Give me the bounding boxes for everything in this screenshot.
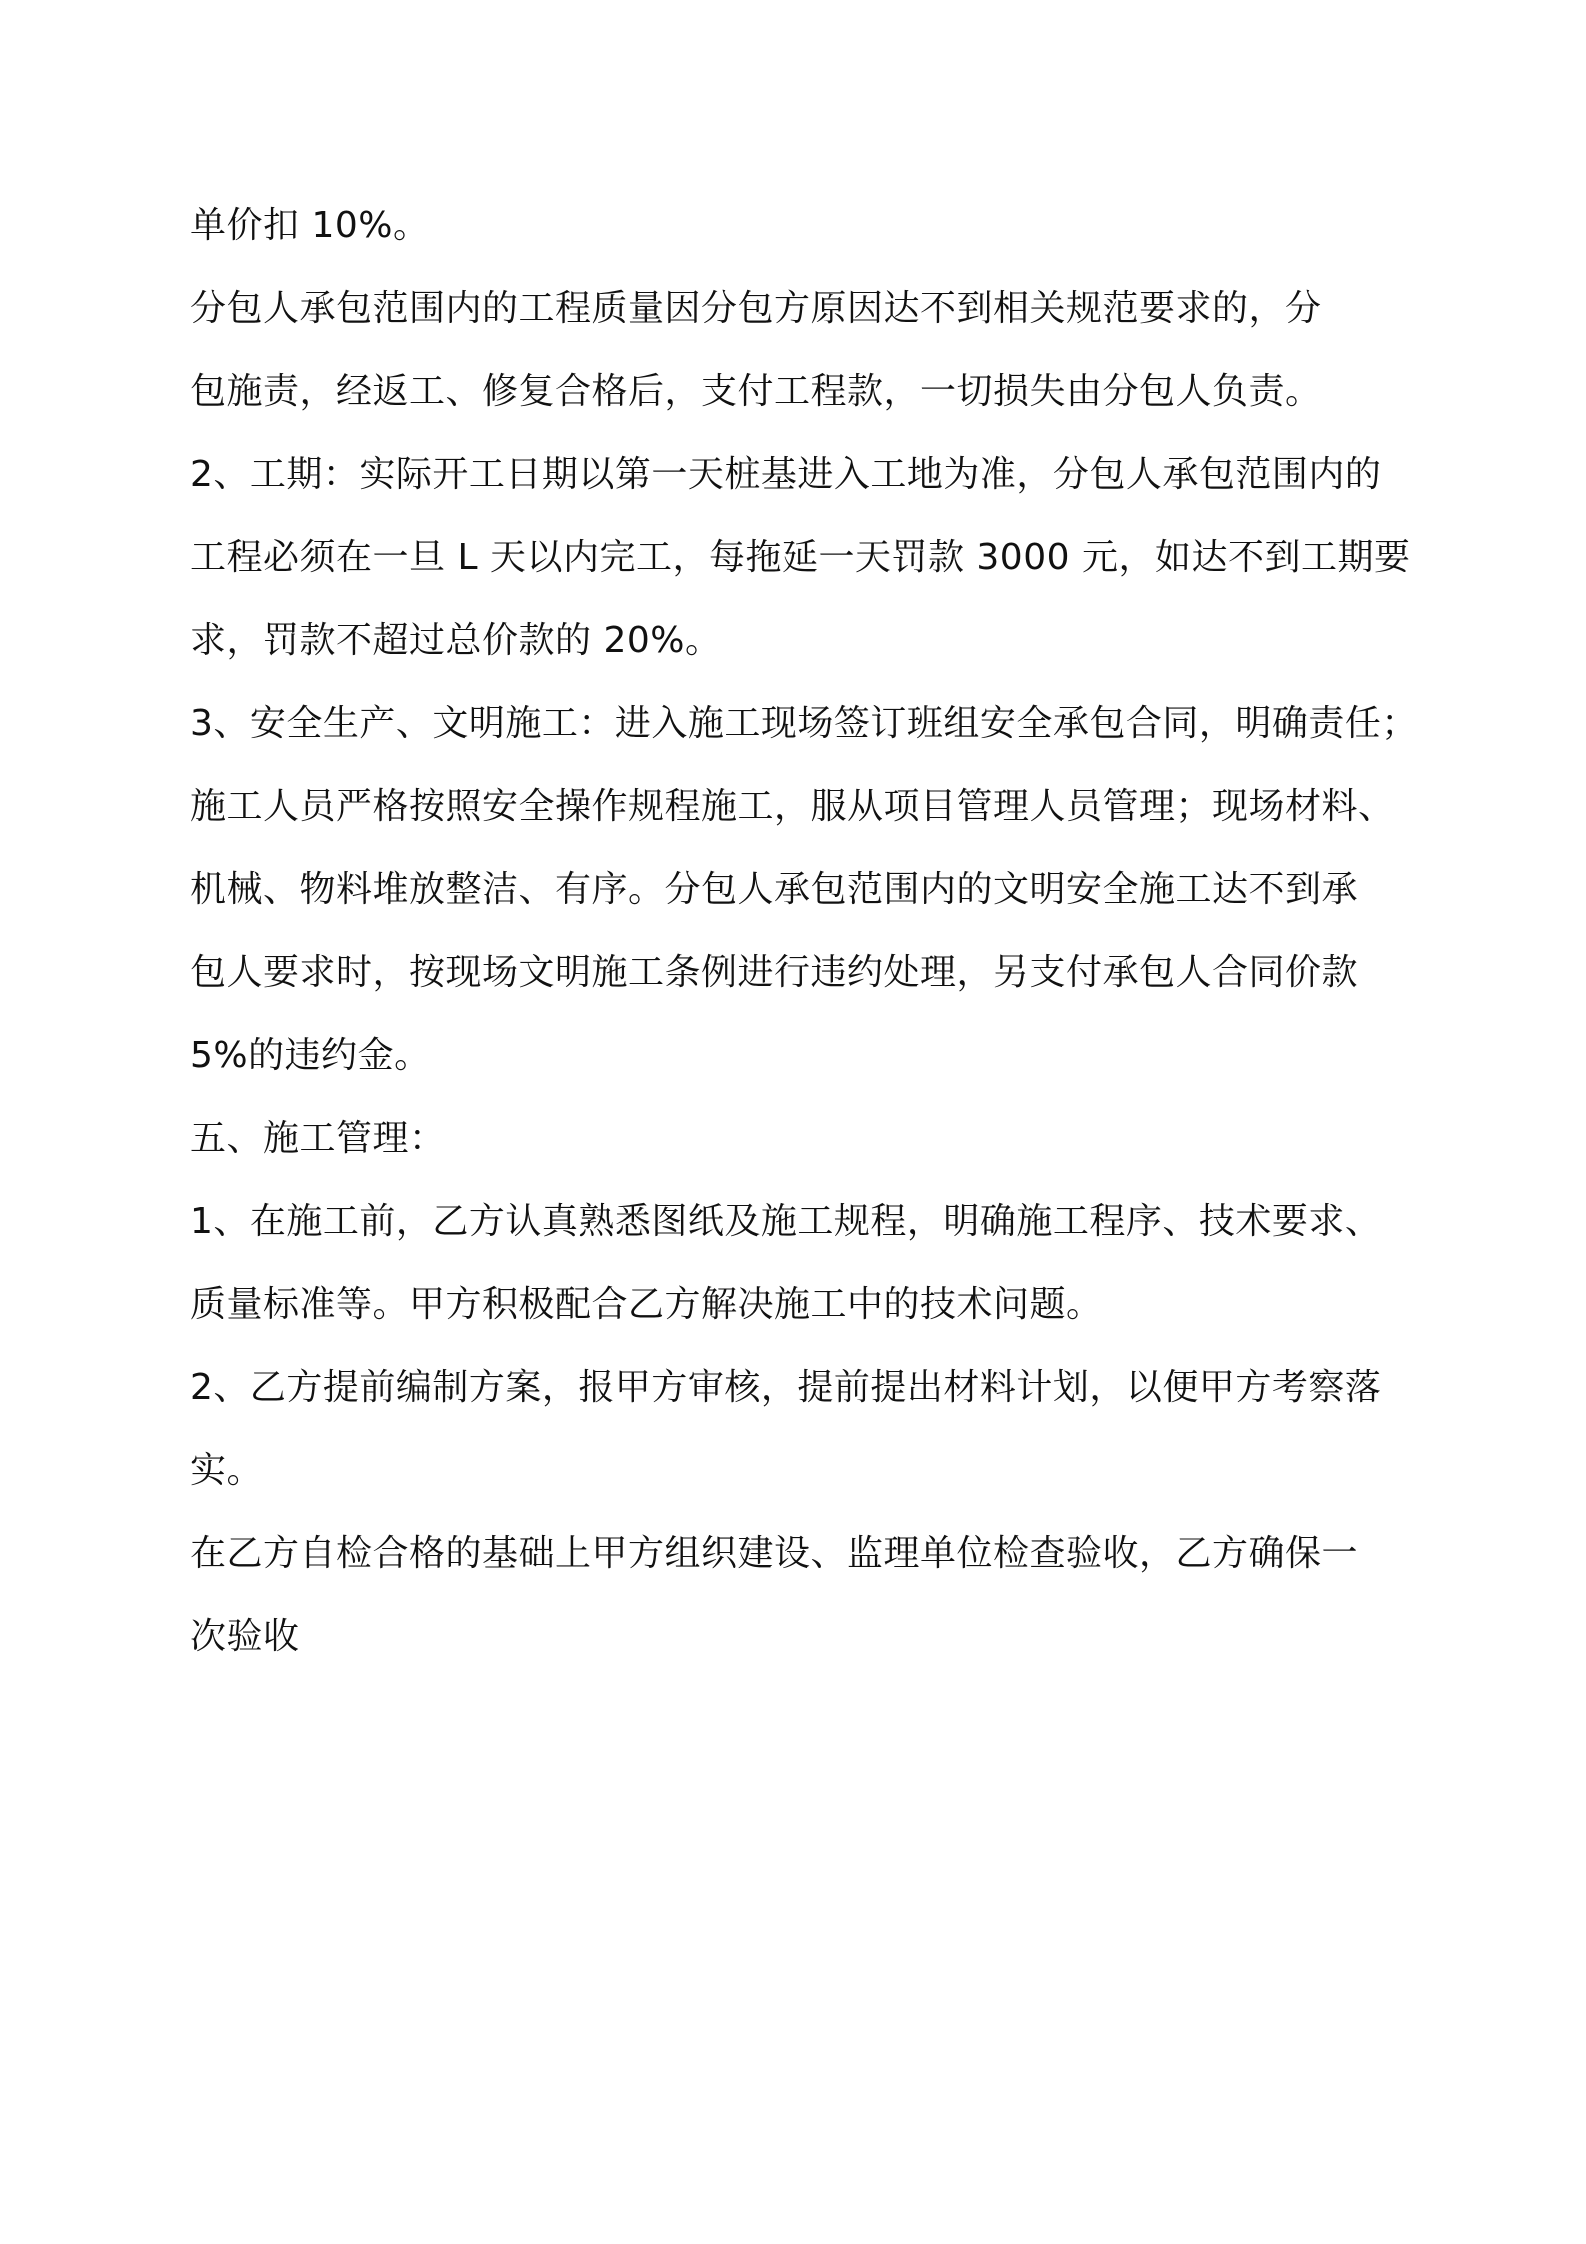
text-line-6: 求，罚款不超过总价款的 20%。 (190, 620, 722, 661)
text-line-4: 2、工期：实际开工日期以第一天桩基进入工地为准，分包人承包范围内的 (190, 454, 1382, 495)
text-line-18: 次验收 (190, 1616, 300, 1657)
text-line-2: 分包人承包范围内的工程质量因分包方原因达不到相关规范要求的，分 (190, 288, 1322, 329)
section-heading-construction-management: 五、施工管理： (190, 1118, 446, 1159)
text-line-1: 单价扣 10%。 (190, 205, 430, 246)
text-line-13: 1、在施工前，乙方认真熟悉图纸及施工规程，明确施工程序、技术要求、 (190, 1201, 1382, 1242)
text-line-10: 包人要求时，按现场文明施工条例进行违约处理，另支付承包人合同价款 (190, 952, 1359, 993)
text-line-8: 施工人员严格按照安全操作规程施工，服从项目管理人员管理；现场材料、 (190, 786, 1395, 827)
text-line-16: 实。 (190, 1450, 264, 1491)
text-line-3: 包施责，经返工、修复合格后，支付工程款，一切损失由分包人负责。 (190, 371, 1322, 412)
text-line-5: 工程必须在一旦 L 天以内完工，每拖延一天罚款 3000 元，如达不到工期要 (190, 537, 1411, 578)
document-body (190, 200, 1430, 1694)
text-line-15: 2、乙方提前编制方案，报甲方审核，提前提出材料计划，以便甲方考察落 (190, 1367, 1382, 1408)
text-line-9: 机械、物料堆放整洁、有序。分包人承包范围内的文明安全施工达不到承 (190, 869, 1359, 910)
text-line-17: 在乙方自检合格的基础上甲方组织建设、监理单位检查验收，乙方确保一 (190, 1533, 1359, 1574)
text-line-7: 3、安全生产、文明施工：进入施工现场签订班组安全承包合同，明确责任； (190, 703, 1418, 744)
text-line-11: 5%的违约金。 (190, 1035, 431, 1076)
text-line-14: 质量标准等。甲方积极配合乙方解决施工中的技术问题。 (190, 1284, 1103, 1325)
